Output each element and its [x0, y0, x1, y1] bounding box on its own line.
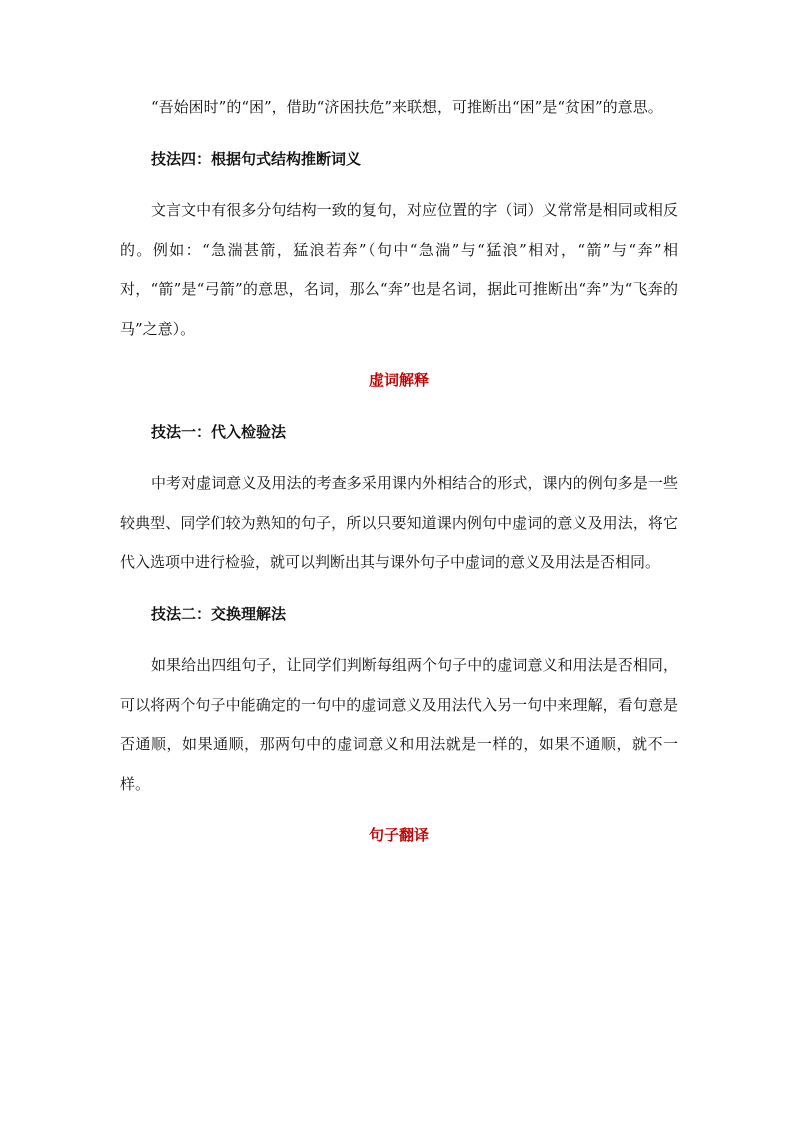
section-title-sentence-translation: 句子翻译 [368, 826, 429, 844]
page-content [120, 88, 678, 856]
heading-technique-two: 技法二：交换理解法 [151, 604, 287, 623]
paragraph-kun-example: “吾始困时”的“困”，借助“济困扶危”来联想，可推断出“困”是“贫困”的意思。 [151, 98, 663, 116]
paragraph-substitution-method: 中考对虚词意义及用法的考查多采用课内外相结合的形式，课内的例句多是一些较典型、同学们较为熟知的句子，所以只要知道课内例句中虚词的意义及用法，将它代入选项中进行检验，就可以判断出其与课外句子中虚词的意义及用法是否相同。 [120, 474, 678, 571]
paragraph-sentence-structure: 文言文中有很多分句结构一致的复句，对应位置的字（词）义常常是相同或相反的。例如：“急湍甚箭，猛浪若奔”（句中“急湍”与“猛浪”相对，“箭”与“奔”相对，“箭”是“弓箭”的意思，名词，那么“奔”也是名词，据此可推断出“奔”为“飞奔的马”之意）。 [120, 201, 678, 338]
heading-technique-one: 技法一：代入检验法 [151, 422, 287, 441]
paragraph-exchange-method: 如果给出四组句子，让同学们判断每组两个句子中的虚词意义和用法是否相同，可以将两个句子中能确定的一句中的虚词意义及用法代入另一句中来理解，看句意是否通顺，如果通顺，那两句中的虚词意义和用法就是一样的，如果不通顺，就不一样。 [120, 656, 678, 793]
section-title-function-words: 虚词解释 [368, 371, 429, 389]
heading-technique-four: 技法四：根据句式结构推断词义 [151, 149, 362, 168]
